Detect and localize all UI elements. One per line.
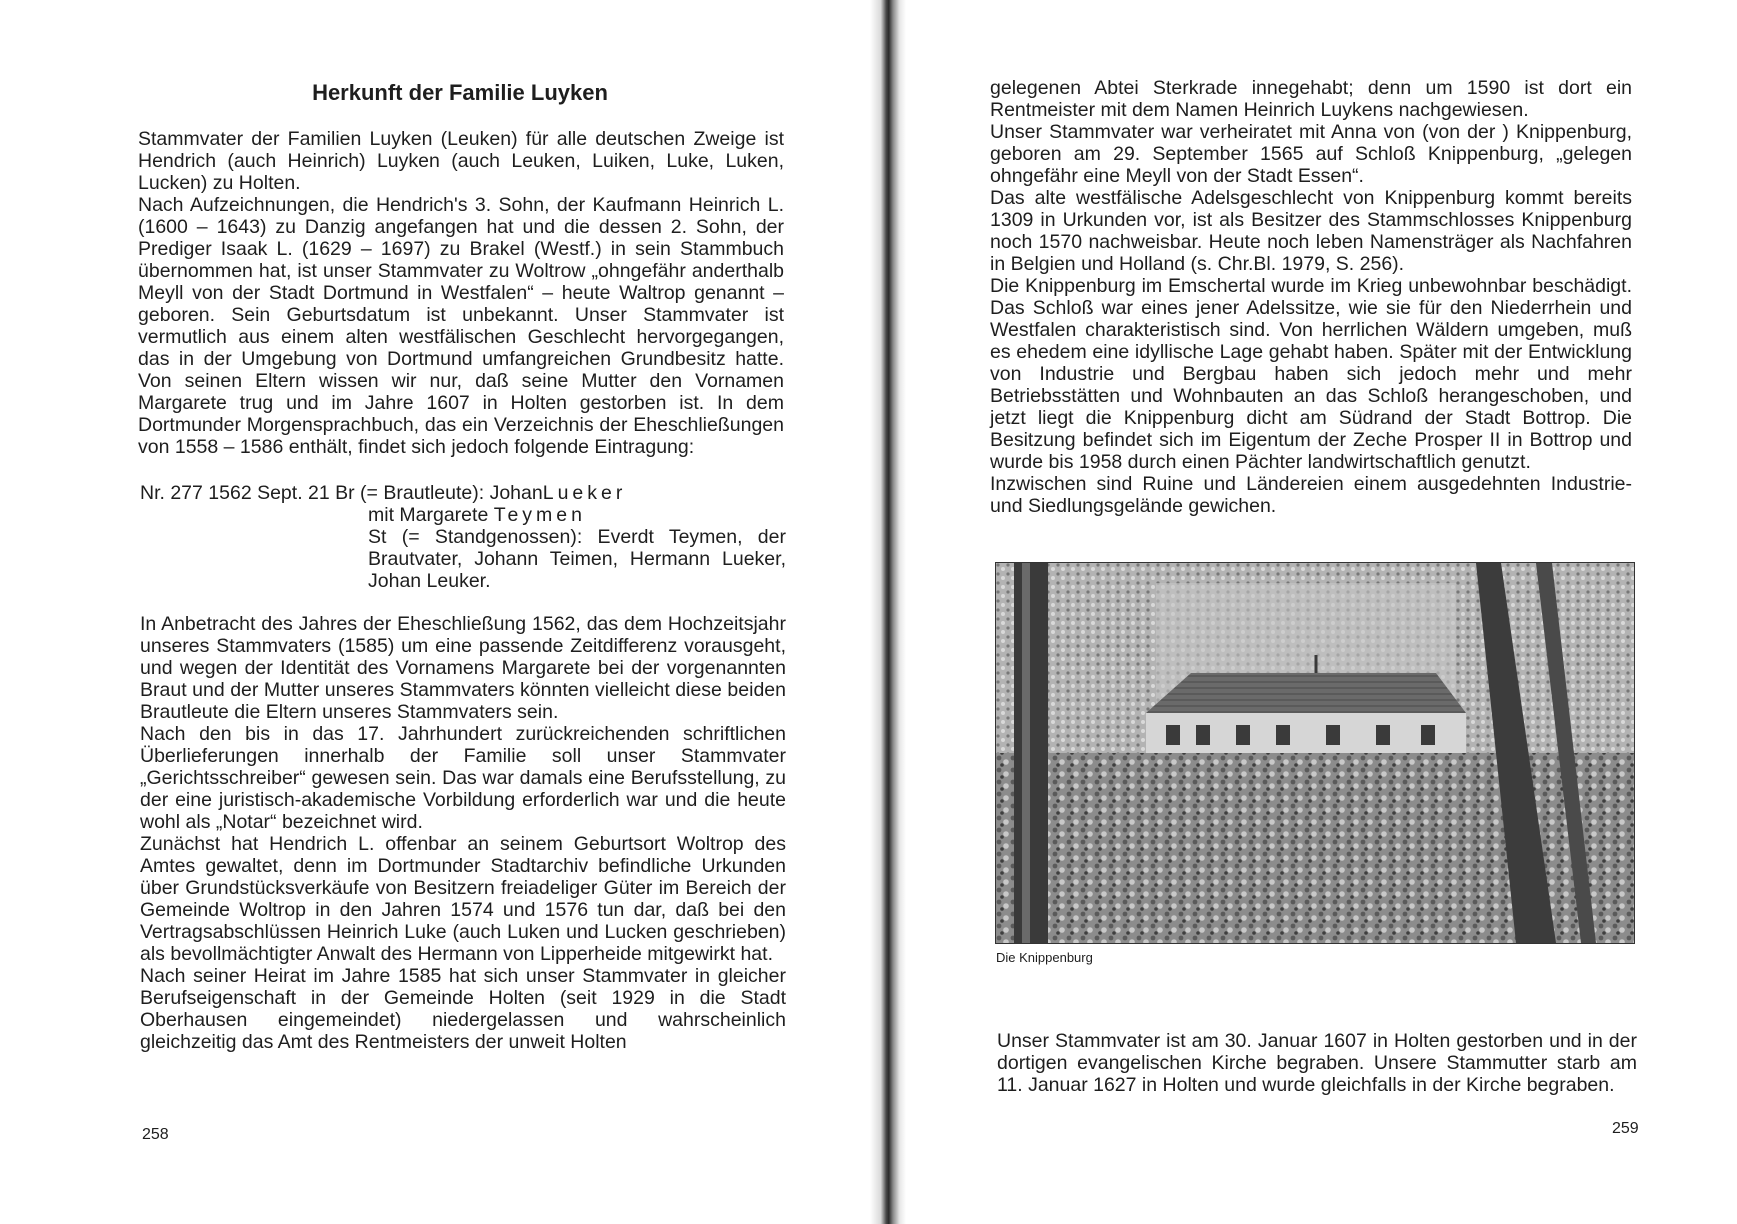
entry-bride-line <box>140 504 786 526</box>
bride-prefix: mit Margarete <box>368 504 494 526</box>
paragraph: Nach seiner Heirat im Jahre 1585 hat sich unser Stammvater in gleicher Berufseigenschaft in der Gemeinde Holten (seit 1929 in die Stadt Oberhausen eingemeindet) niedergelassen und wahrscheinlich gleichzeitig das Amt des Rentmeisters der unweit Holten <box>140 965 786 1053</box>
paragraph: Das alte westfälische Adelsgeschlecht von Knippenburg kommt bereits 1309 in Urkunden vor, ist als Besitzer des Stammschlosses Knippenburg noch 1570 nachweisbar. Heute noch leben Namensträger als Nachfahren in Belgien und Holland (s. Chr.Bl. 1979, S. 256). <box>990 187 1632 275</box>
bride-name: Teymen <box>493 504 586 526</box>
photo-caption: Die Knippenburg <box>996 950 1093 965</box>
paragraph: Die Knippenburg im Emschertal wurde im Krieg unbewohnbar beschädigt. Das Schloß war eines jener Adelssitze, wie sie für den Niederrhein und Westfalen charakteristisch sind. Von herrlichen Wäldern umgeben, muß es ehedem eine idyllische Lage gehabt haben. Später mit der Entwicklung von Industrie und Bergbau haben sich jedoch mehr und mehr Betriebsstätten und Wohnbauten an das Schloß herangeschoben, und jetzt liegt die Knippenburg dicht am Südrand der Stadt Bottrop. Die Besitzung befindet sich im Eigentum der Zeche Prosper II in Bottrop und wurde bis 1958 durch einen Pächter landwirtschaftlich genutzt. <box>990 275 1632 473</box>
paragraph: Nach Aufzeichnungen, die Hendrich's 3. Sohn, der Kaufmann Heinrich L. (1600 – 1643) zu Danzig angefangen hat und die dessen 2. Sohn, der Prediger Isaak L. (1629 – 1697) zu Brakel (Westf.) in sein Stammbuch übernommen hat, ist unser Stammvater zu Woltrow „ohngefähr anderthalb Meyll von der Stadt Dortmund in Westfalen“ – heute Waltrop genannt – geboren. Sein Geburtsdatum ist unbekannt. Unser Stammvater ist vermutlich aus einem alten westfälischen Geschlecht hervorgegangen, das in der Umgebung von Dortmund umfangreichen Grundbesitz hatte. Von seinen Eltern wissen wir nur, daß seine Mutter den Vornamen Margarete trug und im Jahre 1607 in Holten gestorben ist. In dem Dortmunder Morgensprachbuch, das ein Verzeichnis der Eheschließungen von 1558 – 1586 enthält, findet sich jedoch folgende Eintragung: <box>138 194 784 458</box>
right-page <box>888 0 1737 1224</box>
page-number: 259 <box>1612 1120 1639 1137</box>
marriage-register-entry <box>140 482 786 592</box>
entry-witnesses: St (= Standgenossen): Everdt Teymen, der Brautvater, Johann Teimen, Hermann Lueker, Johan Leuker. <box>368 526 786 592</box>
paragraph: Stammvater der Familien Luyken (Leuken) für alle deutschen Zweige ist Hendrich (auch Heinrich) Luyken (auch Leuken, Luiken, Luke, Luken, Lucken) zu Holten. <box>138 128 784 194</box>
paragraph: Nach den bis in das 17. Jahrhundert zurückreichenden schriftlichen Überlieferungen innerhalb der Familie soll unser Stammvater „Gerichtsschreiber“ gewesen sein. Das war damals eine Berufsstellung, zu der eine juristisch-akademische Vorbildung erforderlich war und die heute wohl als „Notar“ bezeichnet wird. <box>140 723 786 833</box>
analysis-text <box>140 613 786 1053</box>
knippenburg-photo <box>995 562 1635 944</box>
entry-lead: Nr. 277 1562 Sept. 21 Br (= Brautleute): Johan <box>140 482 543 504</box>
closing-text <box>997 1030 1637 1096</box>
paragraph: Unser Stammvater war verheiratet mit Anna von (von der ) Knippenburg, geboren am 29. September 1565 auf Schloß Knippenburg, „gelegen ohngefähr eine Meyll von der Stadt Essen“. <box>990 121 1632 187</box>
continued-text <box>990 77 1632 517</box>
castle-image <box>996 563 1634 943</box>
entry-line <box>140 482 786 504</box>
paragraph: In Anbetracht des Jahres der Eheschließung 1562, das dem Hochzeitsjahr unseres Stammvaters (1585) um eine passende Zeitdifferenz vorausgeht, und wegen der Identität des Vornamens Margarete bei der vorgenannten Braut und der Mutter unseres Stammvaters könnten vielleicht diese beiden Brautleute die Eltern unseres Stammvaters sein. <box>140 613 786 723</box>
groom-name: Lueker <box>542 482 627 504</box>
intro-text <box>138 128 784 458</box>
page-title: Herkunft der Familie Luyken <box>312 80 608 105</box>
paragraph: Unser Stammvater ist am 30. Januar 1607 in Holten gestorben und in der dortigen evangelischen Kirche begraben. Unsere Stammutter starb am 11. Januar 1627 in Holten und wurde gleichfalls in der Kirche begraben. <box>997 1030 1637 1096</box>
page-number: 258 <box>142 1126 169 1143</box>
paragraph: gelegenen Abtei Sterkrade innegehabt; denn um 1590 ist dort ein Rentmeister mit dem Namen Heinrich Luykens nachgewiesen. <box>990 77 1632 121</box>
paragraph: Zunächst hat Hendrich L. offenbar an seinem Geburtsort Woltrop des Amtes gewaltet, denn im Dortmunder Stadtarchiv befindliche Urkunden über Grundstücksverkäufe von Besitzern freiadeliger Güter im Bereich der Gemeinde Woltrop in den Jahren 1574 und 1576 tun dar, daß bei den Vertragsabschlüssen Heinrich Luke (auch Luken und Lucken geschrieben) als bevollmächtigter Anwalt des Hermann von Lipperheide mitgewirkt hat. <box>140 833 786 965</box>
paragraph: Inzwischen sind Ruine und Ländereien einem ausgedehnten Industrie- und Siedlungsgelände gewichen. <box>990 473 1632 517</box>
